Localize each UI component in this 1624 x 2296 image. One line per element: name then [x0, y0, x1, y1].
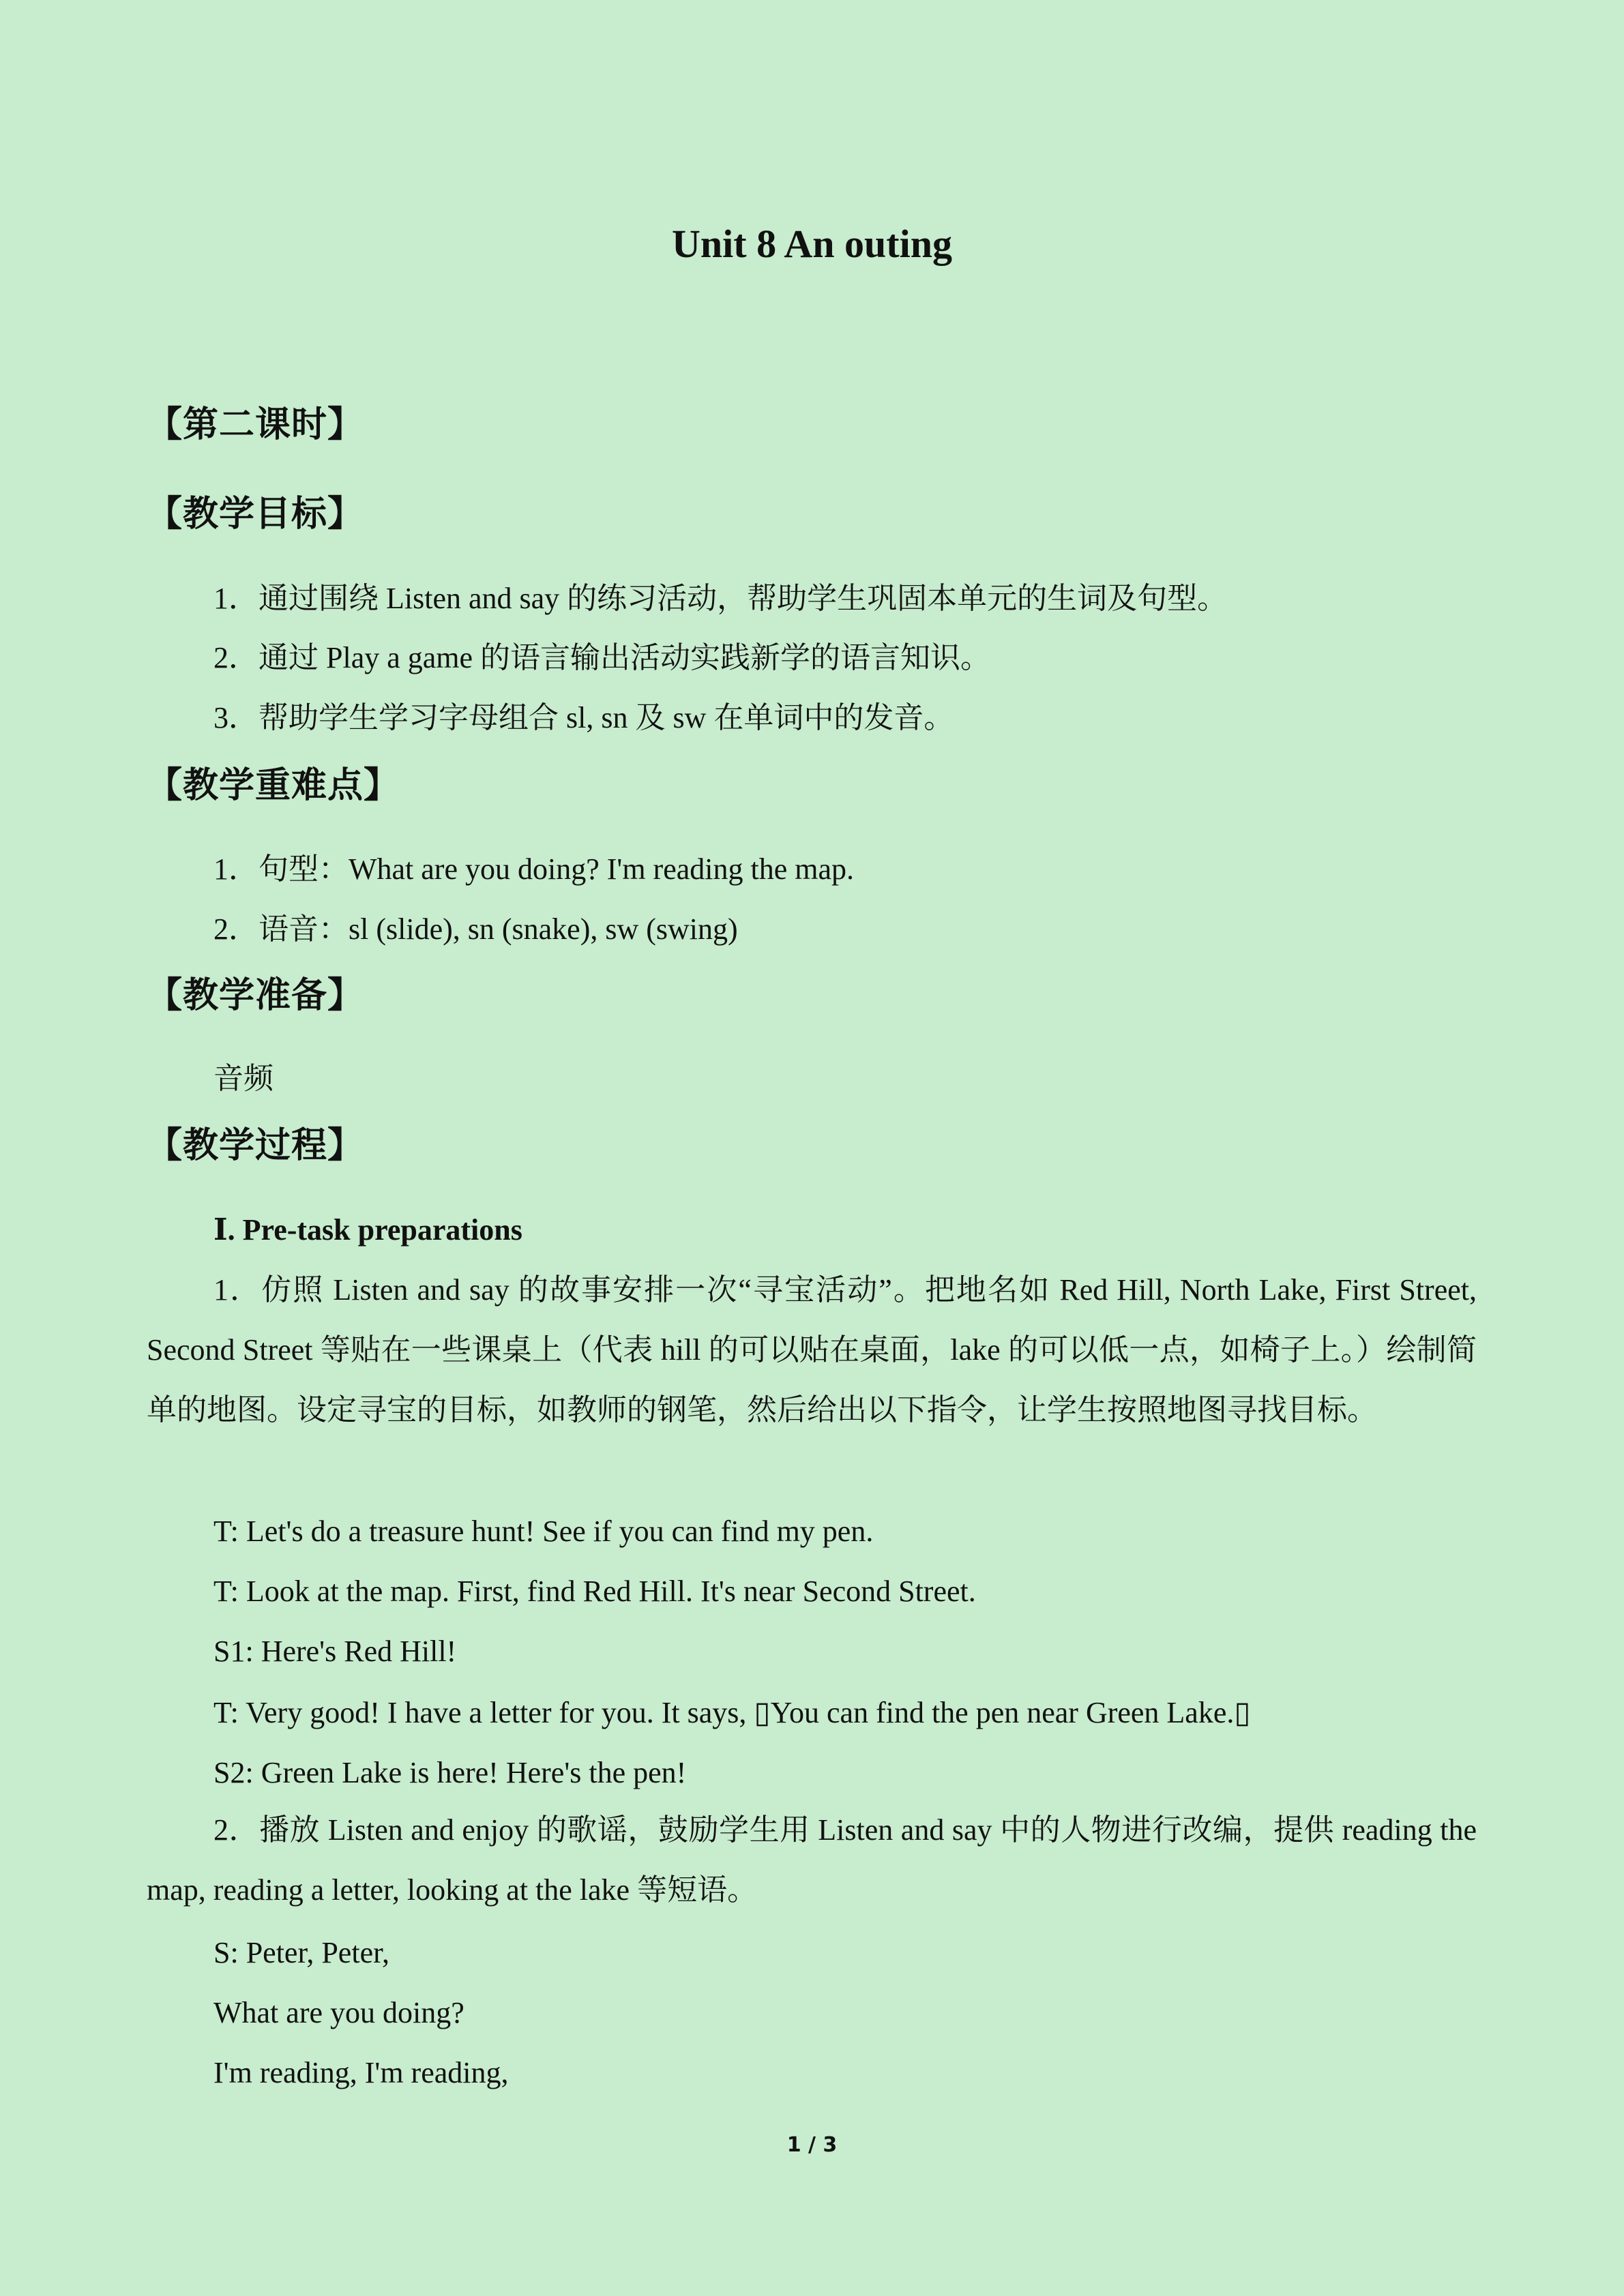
dialog-line-1: T: Let's do a treasure hunt! See if you can find my pen. — [213, 1515, 874, 1548]
page-number: 1 / 3 — [786, 2133, 838, 2157]
preparation-heading: 【教学准备】 — [147, 975, 364, 1016]
process-heading: 【教学过程】 — [147, 1125, 364, 1166]
key-points-heading: 【教学重难点】 — [147, 765, 400, 806]
process-paragraph-2: 2．播放 Listen and enjoy 的歌谣，鼓励学生用 Listen and say 中的人物进行改编，提供 reading the map, reading a letter, looking at the lake 等短语。 — [147, 1813, 1477, 1907]
objective-item-2: 2．通过 Play a game 的语言输出活动实践新学的语言知识。 — [213, 641, 991, 674]
process-paragraph-1: 1．仿照 Listen and say 的故事安排一次“寻宝活动”。把地名如 Red Hill, North Lake, First Street, Second Street 等贴在一些课桌上（代表 hill 的可以贴在桌面，lake 的可以低一点，如椅子上。）绘制简单的地图。设定寻宝的目标，如教师的钢笔，然后给出以下指令，让学生按照地图寻找目标。 — [147, 1273, 1477, 1427]
objective-item-3: 3．帮助学生学习字母组合 sl, sn 及 sw 在单词中的发音。 — [213, 701, 954, 734]
objectives-heading: 【教学目标】 — [147, 494, 364, 535]
dialog-line-3: S1: Here's Red Hill! — [213, 1635, 457, 1668]
dialog-line-4: T: Very good! I have a letter for you. It says, ▯You can find the pen near Green Lake.▯ — [213, 1696, 1251, 1729]
rhyme-line-3: I'm reading, I'm reading, — [213, 2056, 509, 2089]
dialog-line-5: S2: Green Lake is here! Here's the pen! — [213, 1756, 687, 1789]
rhyme-line-1: S: Peter, Peter, — [213, 1936, 389, 1969]
key-point-item-2: 2．语音：sl (slide), sn (snake), sw (swing) — [213, 912, 738, 946]
key-point-item-1: 1．句型：What are you doing? I'm reading the map. — [213, 852, 854, 886]
process-subheading: Ⅰ. Pre-task preparations — [213, 1213, 522, 1247]
period-heading: 【第二课时】 — [147, 404, 364, 445]
dialog-line-2: T: Look at the map. First, find Red Hill. It's near Second Street. — [213, 1575, 976, 1608]
objective-item-1: 1．通过围绕 Listen and say 的练习活动，帮助学生巩固本单元的生词及句型。 — [213, 582, 1228, 615]
rhyme-line-2: What are you doing? — [213, 1996, 464, 2029]
document-title: Unit 8 An outing — [672, 222, 952, 266]
preparation-text: 音频 — [213, 1062, 274, 1095]
